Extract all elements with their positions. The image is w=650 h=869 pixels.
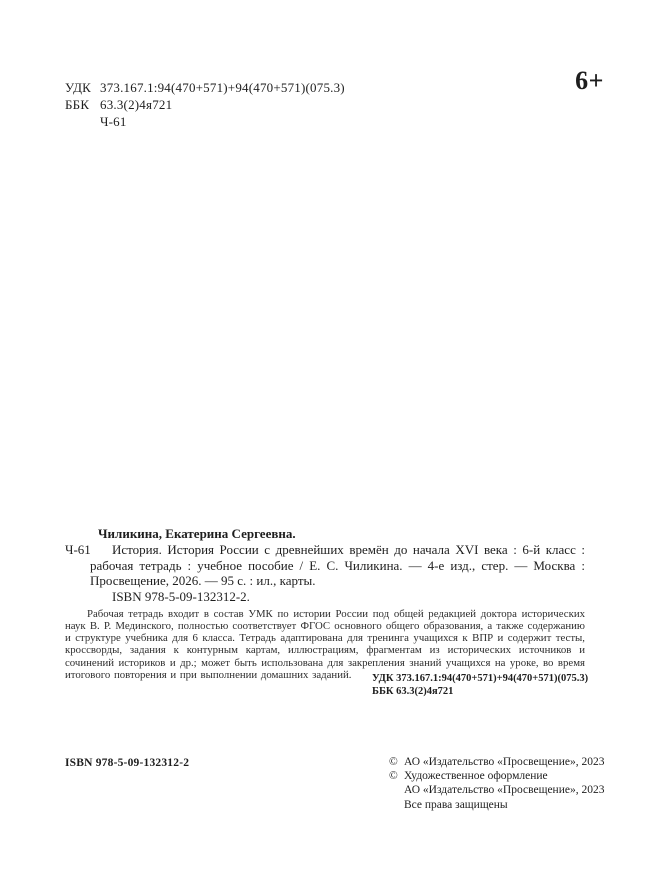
copyright-line	[389, 783, 604, 797]
catalog-card	[65, 526, 585, 681]
author-sign-margin: Ч-61	[65, 542, 91, 557]
copyright-line	[389, 755, 604, 769]
udk-line: УДК 373.167.1:94(470+571)+94(470+571)(075.3)	[372, 673, 589, 684]
bbk-row	[65, 96, 345, 113]
udk-row	[65, 79, 345, 96]
bbk-value: 63.3(2)4я721	[100, 97, 173, 112]
copyright-block	[389, 755, 604, 812]
isbn-line: ISBN 978-5-09-132312-2.	[112, 588, 250, 604]
copyright-line	[389, 769, 604, 783]
annotation-text: Рабочая тетрадь входит в состав УМК по истории России под общей редакцией доктора исторических наук В. Р. Мединского, полностью соответствует ФГОС основного общего образования, а также содержанию и структуре учебника для 6 класса. Тетрадь адаптирована для тренинга учащихся к ВПР и содержит тесты, кроссворды, задания к контурным картам, иллюстрациям, фрагментам из исторических источников и сочинений историков и др.; может быть использована для закрепления знаний учащихся на уроке, во время итогового повторения и при выполнении домашних заданий.	[65, 607, 585, 681]
copyright-text: АО «Издательство «Просвещение», 2023	[404, 784, 605, 797]
description-text: История. История России с древнейших времён до начала XVI века : 6-й класс : рабочая тетрадь : учебное пособие / Е. С. Чиликина. — 4-е изд., стер. — Москва : Просвещение, 2026. — 95 с. : ил., карты.	[90, 542, 585, 588]
author-sign-row	[65, 113, 345, 130]
copyright-text: АО «Издательство «Просвещение», 2023	[404, 756, 605, 768]
udk-label: УДК	[65, 80, 92, 95]
bbk-line: ББК 63.3(2)4я721	[372, 686, 454, 697]
bibliographic-description	[65, 542, 585, 589]
copyright-text: Художественное оформление	[404, 770, 548, 783]
copyright-icon: ©	[389, 770, 398, 783]
copyright-text: Все права защищены	[404, 798, 508, 811]
author-sign: Ч-61	[100, 114, 127, 129]
bottom-classification-codes	[372, 672, 588, 698]
udk-value: 373.167.1:94(470+571)+94(470+571)(075.3)	[100, 80, 345, 95]
top-classification-codes	[65, 79, 345, 130]
age-rating-badge: 6+	[575, 66, 604, 95]
copyright-spacer	[389, 783, 404, 797]
copyright-icon: ©	[389, 756, 398, 768]
author-sign-spacer	[65, 113, 100, 130]
copyright-spacer	[389, 798, 404, 812]
copyright-line	[389, 798, 604, 812]
footer-isbn: ISBN 978-5-09-132312-2	[65, 757, 190, 769]
author-name: Чиликина, Екатерина Сергеевна.	[98, 526, 296, 541]
bbk-label: ББК	[65, 97, 90, 112]
